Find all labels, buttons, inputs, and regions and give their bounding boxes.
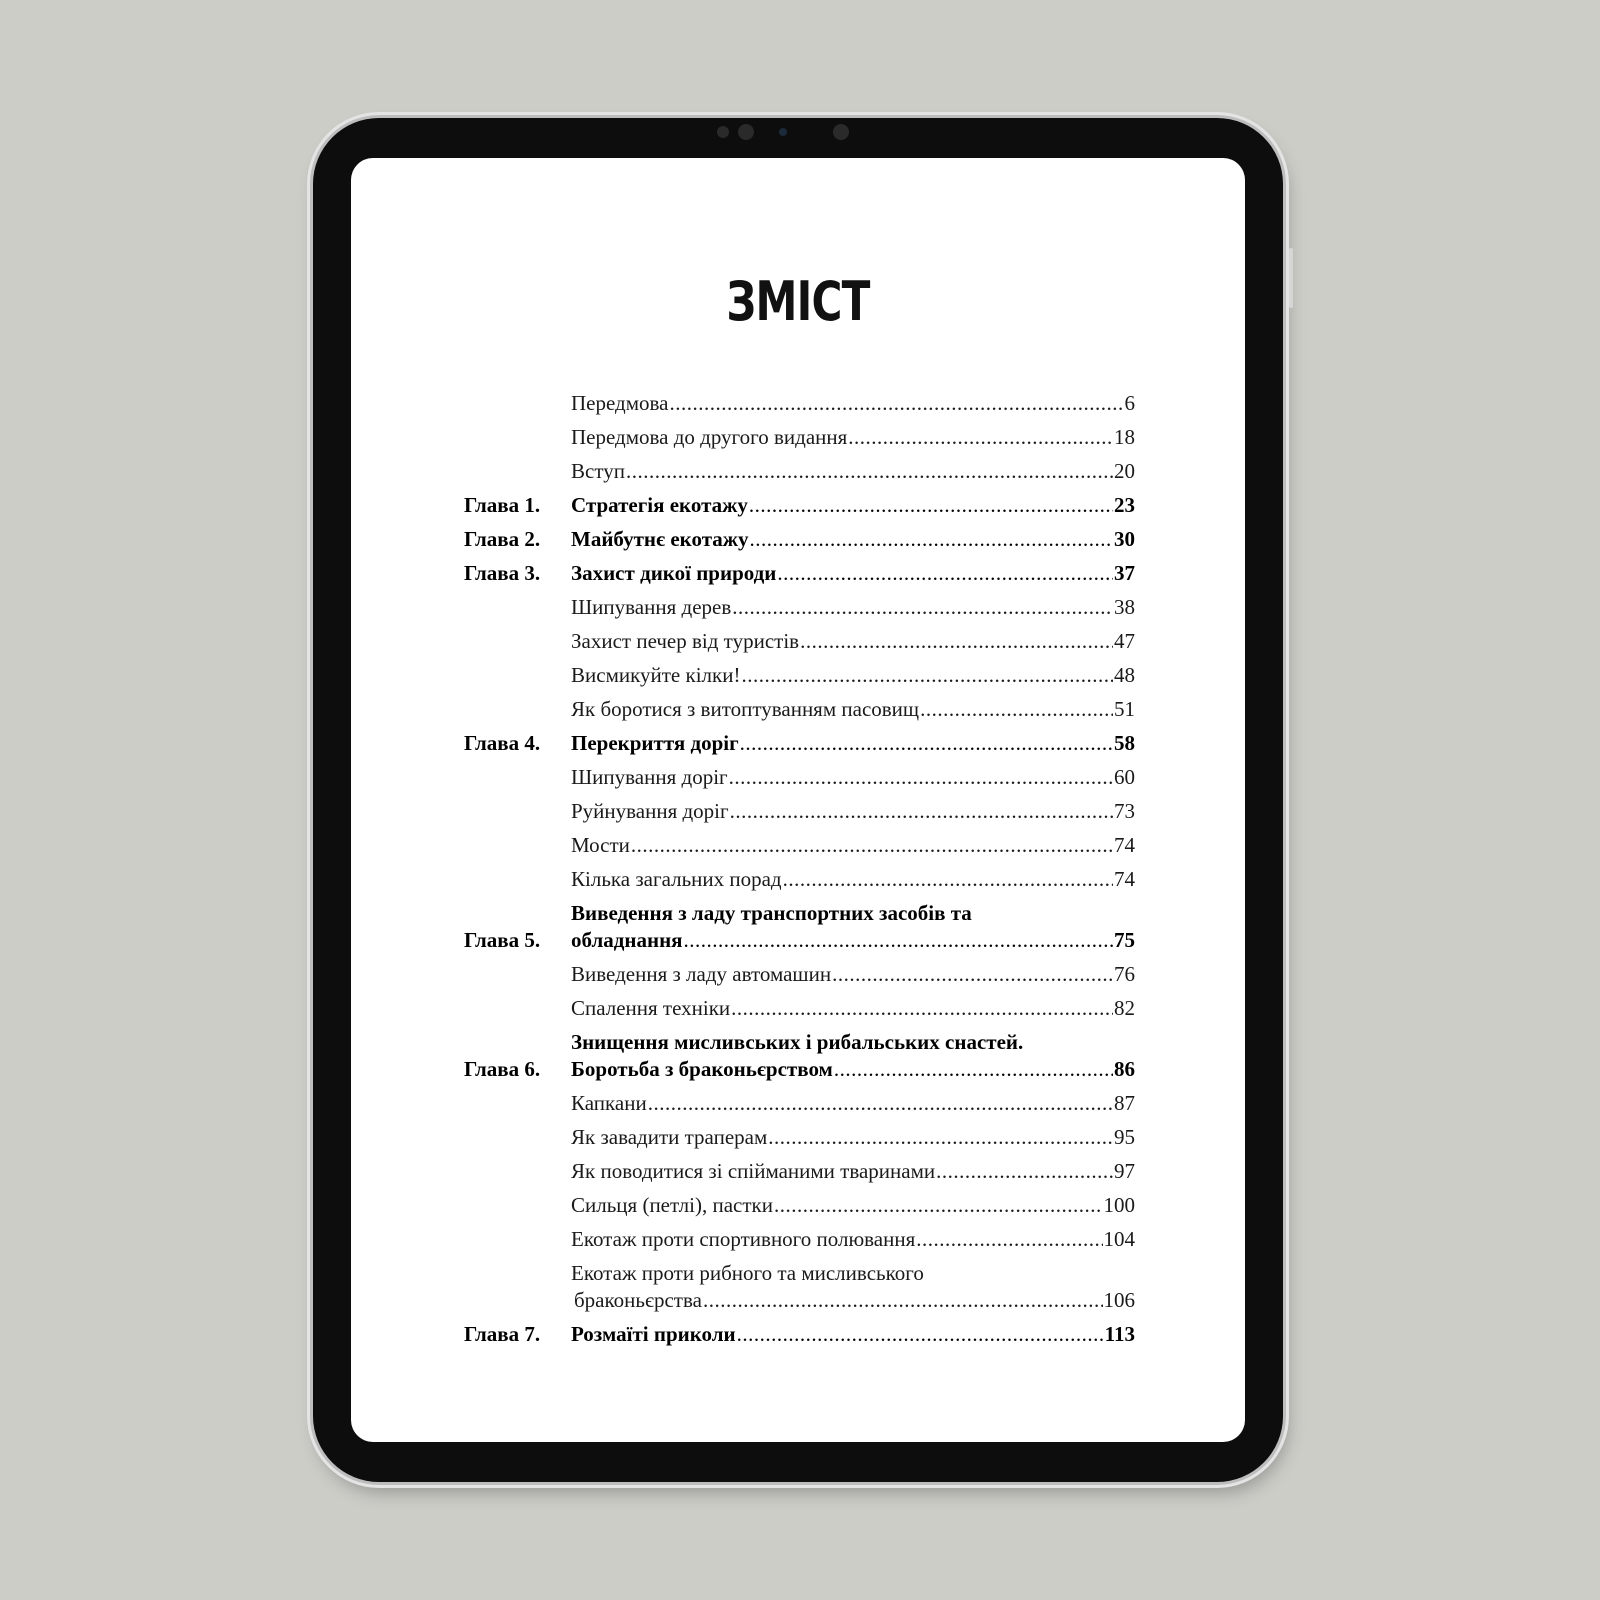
dot-leader	[731, 995, 1113, 1022]
toc-entry[interactable]	[464, 961, 1135, 988]
toc-entry-title: Виведення з ладу транспортних засобів та	[571, 901, 972, 925]
toc-page-number: 95	[1114, 1125, 1135, 1149]
toc-page-number: 20	[1114, 459, 1135, 483]
toc-entry[interactable]	[464, 832, 1135, 859]
toc-page-number: 51	[1114, 697, 1135, 721]
toc-entry[interactable]	[464, 594, 1135, 621]
toc-entry[interactable]	[464, 526, 1135, 553]
toc-entry-title: Шипування доріг	[571, 765, 728, 789]
toc-entry[interactable]	[464, 1192, 1135, 1219]
toc-chapter-number: Глава 5.	[464, 928, 541, 952]
toc-entry-title: Розмаїті приколи	[571, 1322, 736, 1346]
toc-page-number: 60	[1114, 765, 1135, 789]
toc-entry[interactable]	[464, 628, 1135, 655]
toc-entry[interactable]	[464, 1226, 1135, 1253]
dot-leader	[631, 832, 1113, 859]
toc-entry-title: Як завадити траперам	[571, 1125, 768, 1149]
toc-page-number: 97	[1114, 1159, 1135, 1183]
sensor-dot-2	[779, 128, 787, 136]
toc-entry[interactable]	[464, 900, 1135, 954]
toc-page-number: 18	[1114, 425, 1135, 449]
toc-entry-title: Вступ	[571, 459, 625, 483]
toc-entry-title: Руйнування доріг	[571, 799, 729, 823]
toc-entry-title-continued: браконьєрства	[574, 1288, 702, 1312]
toc-entry[interactable]	[464, 390, 1135, 417]
dot-leader	[737, 1321, 1104, 1348]
toc-chapter-number: Глава 6.	[464, 1057, 541, 1081]
toc-page-number: 75	[1114, 928, 1135, 952]
toc-page-number: 86	[1114, 1057, 1135, 1081]
toc-entry[interactable]	[464, 492, 1135, 519]
dot-leader	[832, 961, 1113, 988]
toc-entry-title: Знищення мисливських і рибальських снастей.	[571, 1030, 1024, 1054]
dot-leader	[783, 866, 1113, 893]
toc-entry[interactable]	[464, 730, 1135, 757]
toc-entry-title: Як боротися з витоптуванням пасовищ	[571, 697, 920, 721]
toc-entry-title: Висмикуйте кілки!	[571, 663, 741, 687]
toc-page-number: 74	[1114, 833, 1135, 857]
toc-entry[interactable]	[464, 560, 1135, 587]
toc-entry-title: Захист печер від туристів	[571, 629, 800, 653]
sensor-dot-1	[717, 126, 729, 138]
dot-leader	[740, 730, 1113, 757]
toc-entry[interactable]	[464, 995, 1135, 1022]
toc-entry[interactable]	[464, 424, 1135, 451]
toc-page-number: 58	[1114, 731, 1135, 755]
toc-entry-title: Шипування дерев	[571, 595, 732, 619]
toc-entry-title: Передмова	[571, 391, 669, 415]
sensor-dot-3	[833, 124, 849, 140]
dot-leader	[848, 424, 1113, 451]
table-of-contents	[464, 390, 1135, 1355]
dot-leader	[774, 1192, 1103, 1219]
toc-entry[interactable]	[464, 866, 1135, 893]
toc-entry-title: Мости	[571, 833, 630, 857]
toc-entry-title: Кілька загальних порад	[571, 867, 782, 891]
dot-leader	[777, 560, 1113, 587]
front-camera-icon	[738, 124, 754, 140]
toc-entry-title-continued: обладнання	[571, 928, 683, 952]
toc-page-number: 82	[1114, 996, 1135, 1020]
toc-entry-title: Майбутнє екотажу	[571, 527, 749, 551]
dot-leader	[936, 1158, 1113, 1185]
dot-leader	[626, 458, 1113, 485]
toc-page-number: 37	[1114, 561, 1135, 585]
dot-leader	[684, 927, 1113, 954]
toc-page-number: 74	[1114, 867, 1135, 891]
toc-chapter-number: Глава 4.	[464, 731, 541, 755]
toc-entry[interactable]	[464, 798, 1135, 825]
toc-entry[interactable]	[464, 1090, 1135, 1117]
toc-page-number: 48	[1114, 663, 1135, 687]
toc-chapter-number: Глава 1.	[464, 493, 541, 517]
toc-entry-title: Сильця (петлі), пастки	[571, 1193, 773, 1217]
toc-page-number: 6	[1124, 391, 1135, 415]
toc-entry-title-continued: Боротьба з браконьєрством	[571, 1057, 833, 1081]
toc-chapter-number: Глава 7.	[464, 1322, 541, 1346]
dot-leader	[834, 1056, 1113, 1083]
toc-entry-title: Екотаж проти спортивного полювання	[571, 1227, 916, 1251]
dot-leader	[732, 594, 1113, 621]
toc-entry-title: Перекриття доріг	[571, 731, 739, 755]
toc-page-number: 104	[1103, 1227, 1135, 1251]
dot-leader	[741, 662, 1113, 689]
toc-entry[interactable]	[464, 696, 1135, 723]
toc-chapter-number: Глава 2.	[464, 527, 541, 551]
toc-entry[interactable]	[464, 1321, 1135, 1348]
toc-entry-title: Екотаж проти рибного та мисливського	[571, 1261, 924, 1285]
toc-entry[interactable]	[464, 1029, 1135, 1083]
toc-page-number: 73	[1114, 799, 1135, 823]
dot-leader	[750, 526, 1113, 553]
toc-entry[interactable]	[464, 764, 1135, 791]
dot-leader	[730, 798, 1113, 825]
toc-page-number: 23	[1114, 493, 1135, 517]
toc-page-number: 100	[1103, 1193, 1135, 1217]
page-title: ЗМІСТ	[726, 270, 870, 333]
dot-leader	[768, 1124, 1113, 1151]
toc-page-number: 113	[1104, 1322, 1135, 1346]
toc-entry[interactable]	[464, 1124, 1135, 1151]
toc-entry[interactable]	[464, 662, 1135, 689]
dot-leader	[648, 1090, 1113, 1117]
toc-page-number: 47	[1114, 629, 1135, 653]
toc-page-number: 38	[1114, 595, 1135, 619]
dot-leader	[800, 628, 1113, 655]
toc-entry-title: Передмова до другого видання	[571, 425, 848, 449]
toc-entry-title: Виведення з ладу автомашин	[571, 962, 832, 986]
dot-leader	[703, 1287, 1103, 1314]
toc-entry-title: Захист дикої природи	[571, 561, 777, 585]
toc-entry-title: Як поводитися зі спійманими тваринами	[571, 1159, 936, 1183]
dot-leader	[920, 696, 1113, 723]
toc-page-number: 76	[1114, 962, 1135, 986]
tablet-device	[313, 118, 1283, 1482]
toc-page-number: 87	[1114, 1091, 1135, 1115]
dot-leader	[669, 390, 1123, 417]
toc-entry[interactable]	[464, 1260, 1135, 1314]
toc-page-number: 30	[1114, 527, 1135, 551]
toc-entry[interactable]	[464, 458, 1135, 485]
toc-entry-title: Спалення техніки	[571, 996, 731, 1020]
dot-leader	[916, 1226, 1102, 1253]
ebook-page	[351, 158, 1245, 1442]
toc-chapter-number: Глава 3.	[464, 561, 541, 585]
toc-entry-title: Капкани	[571, 1091, 647, 1115]
toc-entry[interactable]	[464, 1158, 1135, 1185]
toc-page-number: 106	[1103, 1288, 1135, 1312]
dot-leader	[749, 492, 1113, 519]
dot-leader	[729, 764, 1113, 791]
toc-entry-title: Стратегія екотажу	[571, 493, 748, 517]
volume-button	[1289, 248, 1293, 308]
